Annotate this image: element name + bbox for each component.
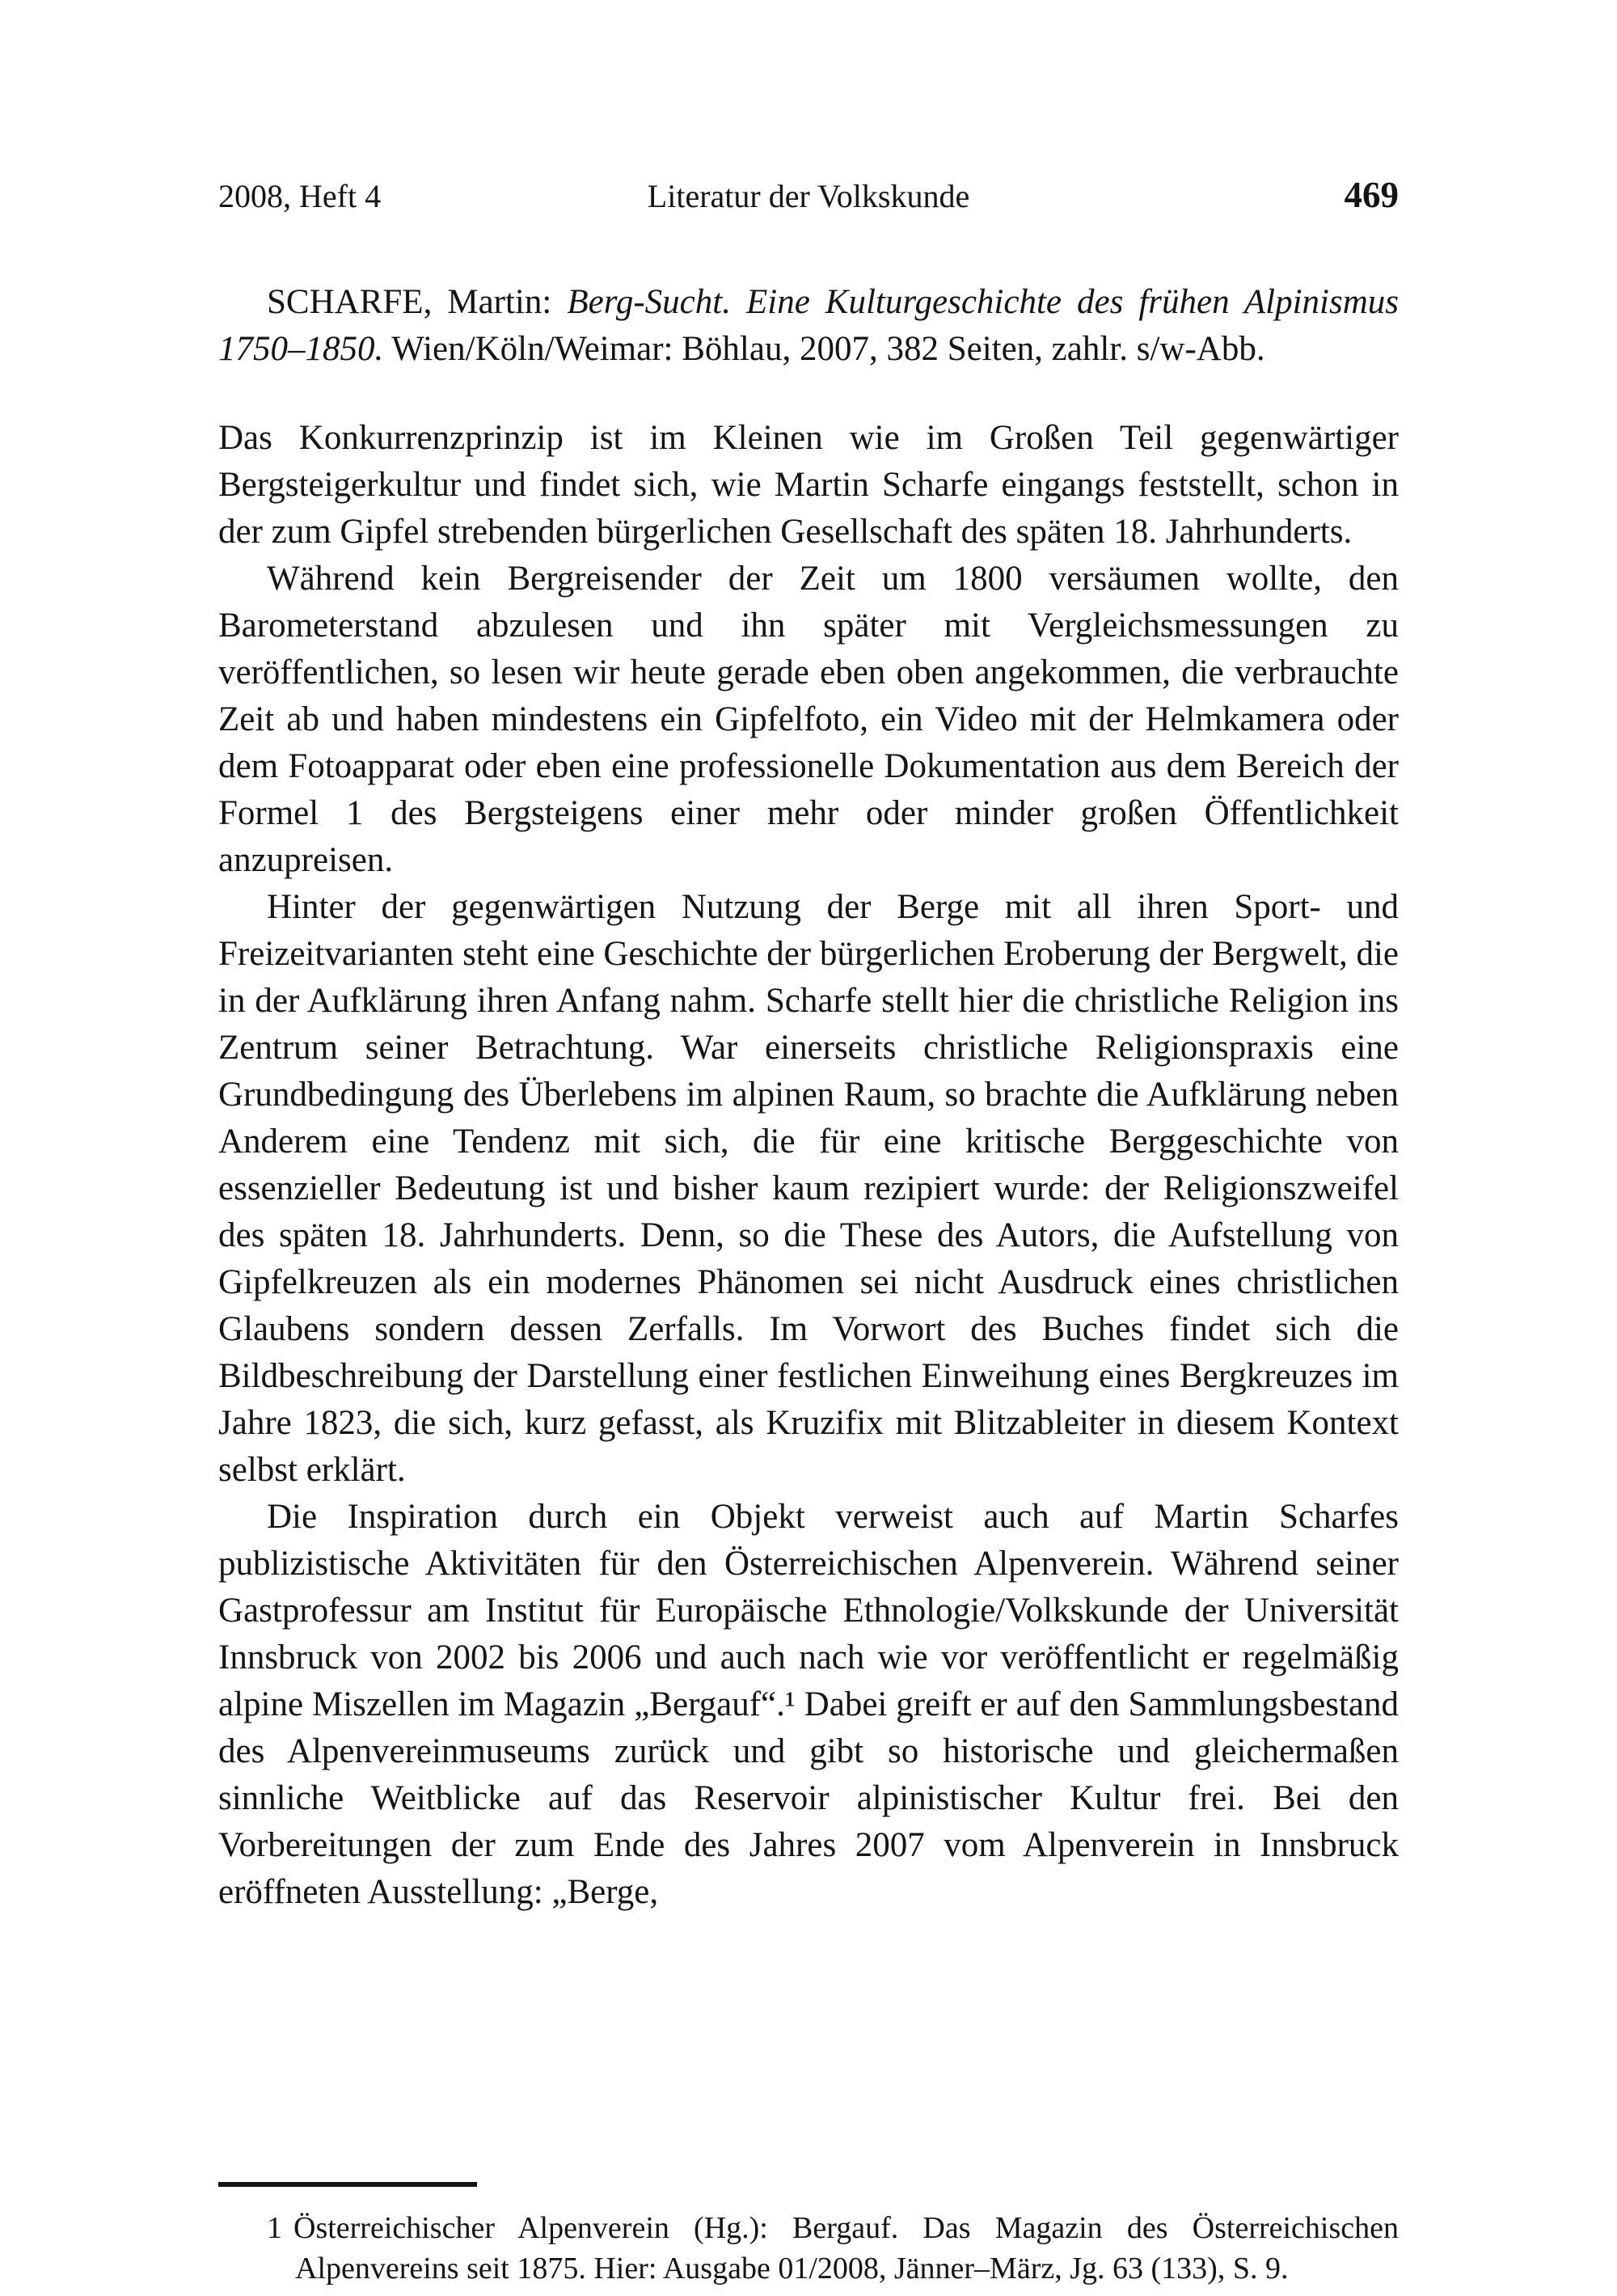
page-number: 469 xyxy=(1344,175,1399,215)
footnote-section xyxy=(218,2182,1399,2289)
issue-label: 2008, Heft 4 xyxy=(218,178,382,214)
citation-author: SCHARFE, Martin: xyxy=(267,283,568,321)
book-citation xyxy=(218,279,1399,373)
journal-section-title: Literatur der Volkskunde xyxy=(647,178,970,214)
body-paragraph: Das Konkurrenzprinzip ist im Kleinen wie im Großen Teil gegenwärtiger Bergsteigerkultur und findet sich, wie Martin Scharfe eingangs feststellt, schon in der zum Gipfel strebenden bürgerlichen Gesellschaft des späten 18. Jahrhunderts. xyxy=(218,419,1399,551)
body-paragraph: Die Inspiration durch ein Objekt verweist auch auf Martin Scharfes publizistische Aktivitäten für den Österreichischen Alpenverein. Während seiner Gastprofessur am Institut für Europäische Ethnologie/Volkskunde der Universität Innsbruck von 2002 bis 2006 und auch nach wie vor veröffentlicht er regelmäßig alpine Miszellen im Magazin „Bergauf“.¹ Dabei greift er auf den Sammlungsbestand des Alpenvereinmuseums zurück und gibt so historische und gleichermaßen sinnliche Weitblicke auf das Reservoir alpinistischer Kultur frei. Bei den Vorbereitungen der zum Ende des Jahres 2007 vom Alpenverein in Innsbruck eröffneten Ausstellung: „Berge, xyxy=(218,1498,1399,1911)
citation-book-title: Berg-Sucht. Eine Kulturgeschichte des frühen Alpinismus 1750–1850. xyxy=(218,283,1400,368)
citation-publication-info: Wien/Köln/Weimar: Böhlau, 2007, 382 Seiten, zahlr. s/w-Abb. xyxy=(383,330,1265,368)
body-paragraph: Hinter der gegenwärtigen Nutzung der Berge mit all ihren Sport- und Freizeitvarianten steht eine Geschichte der bürgerlichen Eroberung der Bergwelt, die in der Aufklärung ihren Anfang nahm. Scharfe stellt hier die christliche Religion ins Zentrum seiner Betrachtung. War einerseits christliche Religionspraxis eine Grundbedingung des Überlebens im alpinen Raum, so brachte die Aufklärung neben Anderem eine Tendenz mit sich, die für eine kritische Berggeschichte von essenzieller Bedeutung ist und bisher kaum rezipiert wurde: der Religionszweifel des späten 18. Jahrhunderts. Denn, so die These des Autors, die Aufstellung von Gipfelkreuzen als ein modernes Phänomen sei nicht Ausdruck eines christlichen Glaubens sondern dessen Zerfalls. Im Vorwort des Buches findet sich die Bildbeschreibung der Darstellung einer festlichen Einweihung eines Bergkreuzes im Jahre 1823, die sich, kurz gefasst, als Kruzifix mit Blitzableiter in diesem Kontext selbst erklärt. xyxy=(218,888,1399,1489)
footnote xyxy=(218,2208,1399,2289)
running-head xyxy=(218,174,1399,216)
footnote-marker: 1 xyxy=(267,2211,282,2245)
footnote-text: Österreichischer Alpenverein (Hg.): Bergauf. Das Magazin des Österreichischen Alpenvereins seit 1875. Hier: Ausgabe 01/2008, Jänner–März, Jg. 63 (133), S. 9. xyxy=(293,2211,1399,2285)
body-paragraph: Während kein Bergreisender der Zeit um 1800 versäumen wollte, den Barometerstand abzulesen und ihn später mit Vergleichsmessungen zu veröffentlichen, so lesen wir heute gerade eben oben angekommen, die verbrauchte Zeit ab und haben mindestens ein Gipfelfoto, ein Video mit der Helmkamera oder dem Fotoapparat oder eben eine professionelle Dokumentation aus dem Bereich der Formel 1 des Bergsteigens einer mehr oder minder großen Öffentlichkeit anzupreisen. xyxy=(218,560,1399,879)
footnote-rule xyxy=(218,2182,477,2187)
